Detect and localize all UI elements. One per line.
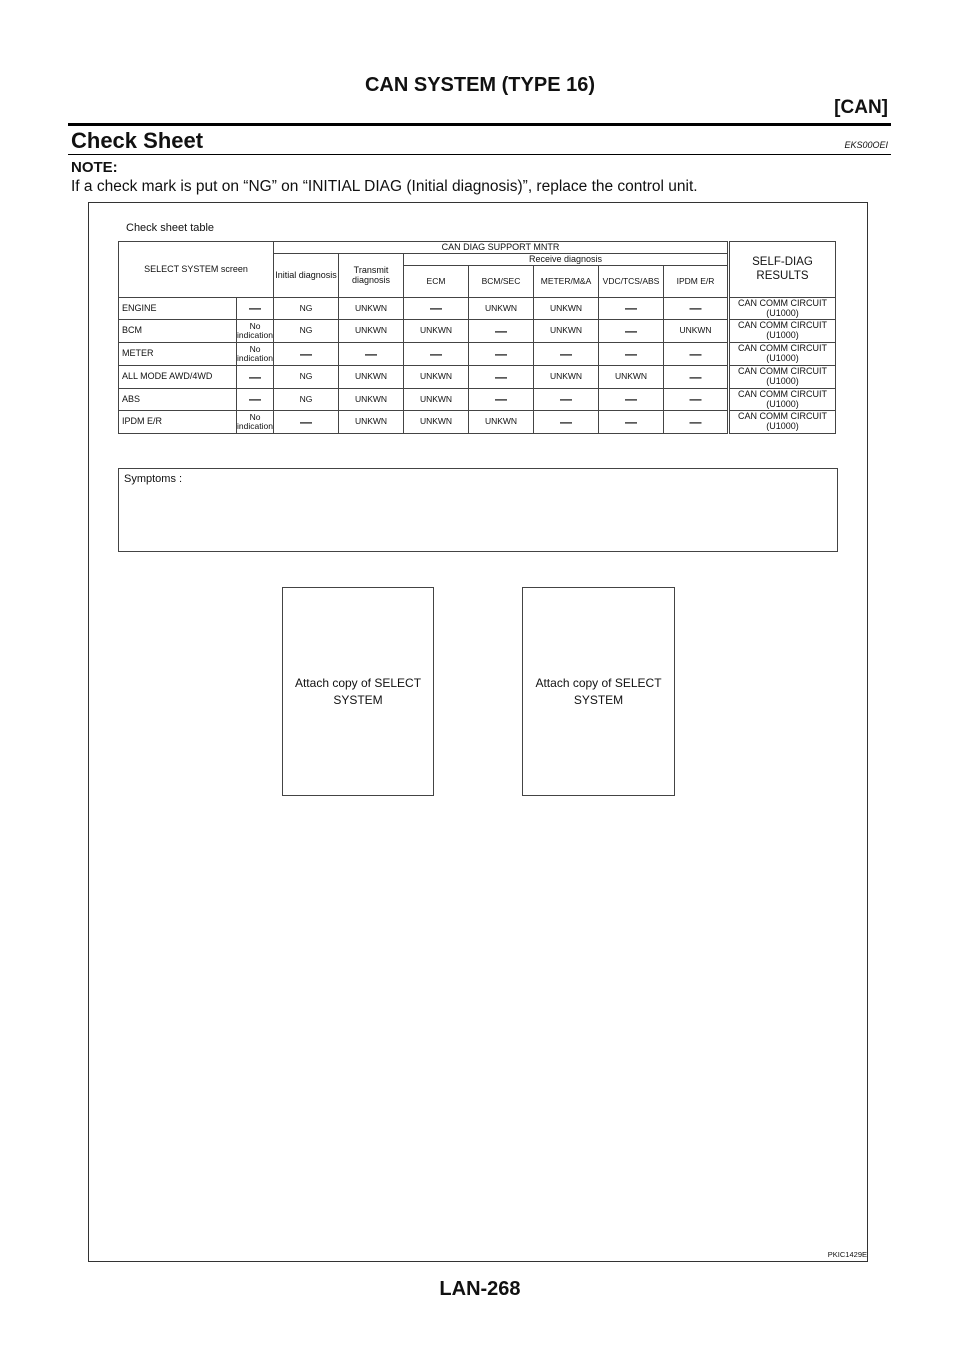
- cell-transmit: NG: [274, 389, 339, 411]
- cell-bcm: —: [404, 298, 469, 320]
- cell-bcm: UNKWN: [404, 389, 469, 411]
- cell-extra: UNKWN: [664, 320, 729, 343]
- row-system: ENGINE: [119, 298, 237, 320]
- table-row: [119, 320, 836, 343]
- self-diag-code: (U1000): [766, 421, 799, 431]
- cell-self-diag: [729, 366, 836, 389]
- cell-initial: —: [237, 389, 274, 411]
- cell-ecm: UNKWN: [339, 389, 404, 411]
- receive-col-meter: METER/M&A: [534, 266, 599, 298]
- cell-transmit: NG: [274, 298, 339, 320]
- receive-col-bcm-sec: BCM/SEC: [469, 266, 534, 298]
- cell-bcm: UNKWN: [404, 411, 469, 434]
- cell-ipdm: —: [599, 343, 664, 366]
- cell-ecm: UNKWN: [339, 320, 404, 343]
- page-number: LAN-268: [439, 1278, 521, 1300]
- cell-meter: —: [469, 366, 534, 389]
- cell-ipdm: —: [599, 320, 664, 343]
- self-diag-text: CAN COMM CIRCUIT: [738, 343, 827, 354]
- section-rule: [68, 154, 891, 155]
- attach-label-left: Attach copy of SELECT SYSTEM: [294, 676, 422, 707]
- cell-vdc: UNKWN: [534, 298, 599, 320]
- select-system-header: SELECT SYSTEM screen: [119, 242, 274, 298]
- cell-vdc: —: [534, 389, 599, 411]
- note-label: NOTE:: [71, 159, 118, 176]
- cell-meter: —: [469, 320, 534, 343]
- symptoms-box: [118, 468, 838, 552]
- transmit-diagnosis-header: Transmit diagnosis: [339, 254, 404, 298]
- self-diag-text: CAN COMM CIRCUIT: [738, 297, 827, 308]
- cell-ipdm: —: [599, 298, 664, 320]
- cell-self-diag: [729, 343, 836, 366]
- self-diag-header: SELF-DIAG RESULTS: [729, 242, 836, 298]
- attach-box-right: [522, 587, 675, 796]
- cell-meter: —: [469, 389, 534, 411]
- attach-box-left: [282, 587, 434, 796]
- self-diag-code: (U1000): [766, 353, 799, 363]
- note-text: If a check mark is put on “NG” on “INITIAL DIAG (Initial diagnosis)”, replace the control unit.: [71, 178, 698, 195]
- section-tag: [CAN]: [834, 97, 888, 118]
- cell-ecm: UNKWN: [339, 298, 404, 320]
- receive-col-ipdm: IPDM E/R: [664, 266, 729, 298]
- self-diag-code: (U1000): [766, 376, 799, 386]
- cell-ipdm: —: [599, 389, 664, 411]
- cell-initial: No indication: [237, 320, 274, 343]
- receive-diagnosis-header: Receive diagnosis: [404, 254, 729, 266]
- cell-transmit: NG: [274, 366, 339, 389]
- table-row: [119, 411, 836, 434]
- check-sheet-table: [118, 241, 836, 434]
- row-system: ABS: [119, 389, 237, 411]
- cell-meter: UNKWN: [469, 298, 534, 320]
- cell-bcm: UNKWN: [404, 366, 469, 389]
- receive-col-ecm: ECM: [404, 266, 469, 298]
- cell-ipdm: UNKWN: [599, 366, 664, 389]
- cell-self-diag: [729, 411, 836, 434]
- cell-initial: No indication: [237, 411, 274, 434]
- cell-ecm: UNKWN: [339, 366, 404, 389]
- row-system: ALL MODE AWD/4WD: [119, 366, 237, 389]
- cell-ipdm: —: [599, 411, 664, 434]
- cell-meter: UNKWN: [469, 411, 534, 434]
- row-system: IPDM E/R: [119, 411, 237, 434]
- receive-col-vdc: VDC/TCS/ABS: [599, 266, 664, 298]
- page-title: CAN SYSTEM (TYPE 16): [364, 74, 596, 96]
- cell-self-diag: [729, 389, 836, 411]
- cell-transmit: —: [274, 343, 339, 366]
- table-row: [119, 298, 836, 320]
- cell-self-diag: [729, 298, 836, 320]
- cell-self-diag: [729, 320, 836, 343]
- figure-caption: Check sheet table: [126, 222, 215, 234]
- row-system: METER: [119, 343, 237, 366]
- self-diag-text: CAN COMM CIRCUIT: [738, 320, 827, 331]
- self-diag-text: CAN COMM CIRCUIT: [738, 388, 827, 399]
- table-row: [119, 389, 836, 411]
- self-diag-code: (U1000): [766, 307, 799, 318]
- cell-vdc: —: [534, 343, 599, 366]
- table-row: [119, 343, 836, 366]
- figure-code: PKIC1429E: [827, 1250, 867, 1259]
- attach-label-right: Attach copy of SELECT SYSTEM: [535, 676, 662, 707]
- cell-bcm: UNKWN: [404, 320, 469, 343]
- cell-vdc: —: [534, 411, 599, 434]
- cell-transmit: NG: [274, 320, 339, 343]
- cell-vdc: UNKWN: [534, 366, 599, 389]
- cell-initial: —: [237, 298, 274, 320]
- cell-initial: No indication: [237, 343, 274, 366]
- cell-extra: —: [664, 343, 729, 366]
- cell-ecm: —: [339, 343, 404, 366]
- cell-transmit: —: [274, 411, 339, 434]
- table-row: [119, 366, 836, 389]
- cell-extra: —: [664, 389, 729, 411]
- self-diag-code: (U1000): [766, 330, 799, 340]
- cell-vdc: UNKWN: [534, 320, 599, 343]
- cell-initial: —: [237, 366, 274, 389]
- self-diag-code: (U1000): [766, 398, 799, 409]
- self-diag-text: CAN COMM CIRCUIT: [738, 366, 827, 377]
- header-rule: [68, 123, 891, 126]
- cell-extra: —: [664, 411, 729, 434]
- initial-diagnosis-header: Initial diagnosis: [274, 254, 339, 298]
- self-diag-text: CAN COMM CIRCUIT: [738, 411, 827, 422]
- cell-ecm: UNKWN: [339, 411, 404, 434]
- symptoms-label: Symptoms :: [124, 473, 183, 485]
- section-heading: Check Sheet: [71, 128, 204, 153]
- cell-meter: —: [469, 343, 534, 366]
- cell-extra: —: [664, 366, 729, 389]
- section-code: EKS00OEI: [844, 140, 888, 150]
- can-diag-header: CAN DIAG SUPPORT MNTR: [274, 242, 729, 254]
- cell-bcm: —: [404, 343, 469, 366]
- row-system: BCM: [119, 320, 237, 343]
- cell-extra: —: [664, 298, 729, 320]
